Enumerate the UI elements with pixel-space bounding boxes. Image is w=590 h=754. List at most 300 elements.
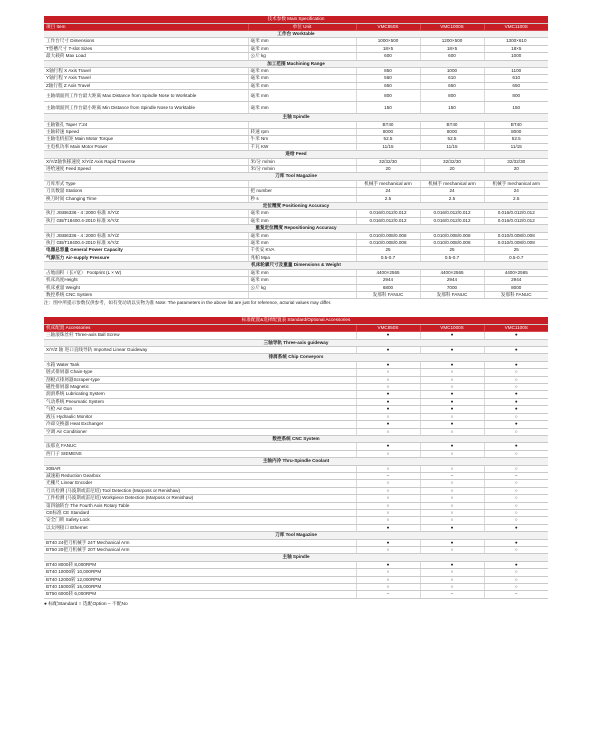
value-cell: 4400×2565 — [420, 269, 484, 276]
value-cell: 2.5 — [420, 195, 484, 202]
availability-mark: ● — [356, 406, 420, 413]
value-cell: 800 — [356, 90, 420, 102]
value-cell: 1100 — [484, 67, 548, 74]
value-cell: 20 — [484, 166, 548, 173]
availability-mark: ○ — [420, 428, 484, 435]
section-title: 定位精度 Positioning Accuracy — [44, 203, 548, 210]
availability-mark: – — [484, 472, 548, 479]
accessory-name: 光栅尺 Linear Encoder — [44, 480, 356, 487]
table-row — [44, 269, 548, 276]
availability-mark: ○ — [484, 376, 548, 383]
table-row — [44, 450, 548, 457]
value-cell: 850 — [356, 67, 420, 74]
spec-title: 技术参数 Main Specification — [44, 16, 548, 23]
section-title: 刀库 Tool Magazine — [44, 173, 548, 180]
table-row — [44, 495, 548, 502]
table-row — [44, 217, 548, 224]
table-row — [44, 188, 548, 195]
availability-mark: ○ — [484, 509, 548, 516]
value-cell: 25 — [420, 247, 484, 254]
availability-mark: ○ — [356, 502, 420, 509]
value-cell: 发那科 FANUC — [484, 291, 548, 298]
availability-mark: ○ — [484, 413, 548, 420]
item-cell: 主轴端面到工作台最大距离 Max Distance from Spindle Nose to Worktable — [44, 90, 248, 102]
availability-mark: ○ — [484, 450, 548, 457]
value-cell: 20 — [420, 166, 484, 173]
item-cell: 主电机功率 Main Motor Power — [44, 143, 248, 150]
accessory-name: 第四轴转台 The Fourth Axis Rotary Table — [44, 502, 356, 509]
section-title: 排屑系统 Chip Conveyors — [44, 354, 548, 361]
accessory-name: 安全门锁 Safety Lock — [44, 517, 356, 524]
column-header: VMC1000S — [420, 23, 484, 30]
availability-mark: – — [484, 591, 548, 598]
availability-mark: ○ — [356, 376, 420, 383]
item-cell: 机床重量 Weight — [44, 284, 248, 291]
value-cell: 1200×500 — [420, 38, 484, 45]
availability-mark: ○ — [484, 480, 548, 487]
accessory-name: BT40 12000转 12,000RPM — [44, 576, 356, 583]
column-header: 项目 Item — [44, 23, 248, 30]
accessory-name: 液压 Hydraulic Monitor — [44, 413, 356, 420]
item-cell: X轴行程 X Axis Travel — [44, 67, 248, 74]
accessory-name: 西门子 SIEMENS — [44, 450, 356, 457]
availability-mark: ○ — [484, 428, 548, 435]
availability-mark: ○ — [420, 369, 484, 376]
availability-mark: ○ — [420, 480, 484, 487]
availability-mark: ● — [484, 391, 548, 398]
section-row — [44, 354, 548, 361]
accessory-name: 磁性排屑器 Magnetic — [44, 384, 356, 391]
item-cell: Y轴行程 Y Axis Travel — [44, 75, 248, 82]
availability-mark: ○ — [356, 480, 420, 487]
table-row — [44, 90, 548, 102]
availability-mark: ○ — [484, 517, 548, 524]
item-cell: T型槽尺寸 T-slot Sizes — [44, 45, 248, 52]
value-cell: 毫米 mm — [248, 45, 356, 52]
table-row — [44, 166, 548, 173]
value-cell: 150 — [420, 102, 484, 114]
availability-mark: ○ — [484, 569, 548, 576]
availability-mark: ○ — [420, 502, 484, 509]
availability-mark: ● — [420, 347, 484, 354]
column-header: VMC850S — [356, 23, 420, 30]
table-row — [44, 465, 548, 472]
table-row — [44, 247, 548, 254]
table-row — [44, 180, 548, 187]
value-cell — [248, 291, 356, 298]
table-row — [44, 421, 548, 428]
availability-mark: ● — [484, 347, 548, 354]
availability-mark: ● — [484, 332, 548, 339]
value-cell: 秒 s — [248, 195, 356, 202]
table-row — [44, 361, 548, 368]
section-row — [44, 173, 548, 180]
availability-mark: ○ — [420, 584, 484, 591]
availability-mark: ○ — [420, 487, 484, 494]
table-row — [44, 158, 548, 165]
value-cell: 8000 — [484, 284, 548, 291]
value-cell: 牛米 Nm — [248, 136, 356, 143]
availability-mark: ● — [420, 406, 484, 413]
table-row — [44, 413, 548, 420]
item-cell: 执行 GB/T18400.4-2010 标准 X/Y/Z — [44, 240, 248, 247]
table-row — [44, 391, 548, 398]
value-cell: 毫米 mm — [248, 217, 356, 224]
table-row — [44, 347, 548, 354]
value-cell: 毫米 mm — [248, 102, 356, 114]
value-cell: 毫米 mm — [248, 82, 356, 89]
value-cell: 毫米 mm — [248, 269, 356, 276]
section-title: 工作台 Worktable — [44, 30, 548, 37]
value-cell: 0.010/0.008/0.008 — [420, 232, 484, 239]
availability-mark: ○ — [484, 584, 548, 591]
item-cell: 数控系统 CNC System — [44, 291, 248, 298]
table-row — [44, 53, 548, 60]
availability-mark: ● — [356, 391, 420, 398]
availability-mark: ○ — [484, 495, 548, 502]
availability-mark: ● — [356, 524, 420, 531]
value-cell: 米/分 m/min — [248, 158, 356, 165]
table-row — [44, 524, 548, 531]
availability-mark: ○ — [484, 487, 548, 494]
availability-mark: ○ — [420, 384, 484, 391]
section-title: 重复定位精度 Repositioning Accuracy — [44, 225, 548, 232]
value-cell: 6800 — [356, 284, 420, 291]
value-cell: BT40 — [420, 121, 484, 128]
item-cell: 工作台尺寸 Dimensions — [44, 38, 248, 45]
availability-mark: ● — [420, 421, 484, 428]
value-cell: 千瓦 KW — [248, 143, 356, 150]
value-cell: 32/32/30 — [484, 158, 548, 165]
item-cell: 执行 JISB6336 - 4 :2000 标准 X/Y/Z — [44, 232, 248, 239]
section-row — [44, 435, 548, 442]
value-cell: 毫米 mm — [248, 210, 356, 217]
accessories-title: 标准配置&选择配置表 Standard/Optional Accessories — [44, 317, 548, 324]
availability-mark: ● — [484, 524, 548, 531]
accessories-table — [44, 317, 548, 599]
accessory-name: BT40 15000转 15,000RPM — [44, 584, 356, 591]
column-header: VMC850S — [356, 324, 420, 331]
value-cell: 650 — [356, 82, 420, 89]
specification-table — [44, 16, 548, 299]
value-cell: 0.016/0.012/0.012 — [356, 217, 420, 224]
table-row — [44, 547, 548, 554]
availability-mark: ● — [420, 561, 484, 568]
section-title: 刀库 Tool Magazine — [44, 532, 548, 539]
item-cell: 最大载荷 Max Load — [44, 53, 248, 60]
availability-mark: ○ — [356, 465, 420, 472]
table-row — [44, 376, 548, 383]
value-cell: 8000 — [420, 128, 484, 135]
availability-mark: ○ — [420, 547, 484, 554]
section-title: 机床轮廓尺寸及重量 Dimensions & Weight — [44, 262, 548, 269]
value-cell: 毫米 mm — [248, 90, 356, 102]
value-cell: 150 — [356, 102, 420, 114]
availability-mark: ○ — [356, 487, 420, 494]
table-row — [44, 291, 548, 298]
accessory-name: 法那克 FANUC — [44, 443, 356, 450]
availability-mark: ● — [484, 398, 548, 405]
table-row — [44, 136, 548, 143]
table-row — [44, 45, 548, 52]
availability-mark: ○ — [356, 569, 420, 576]
availability-mark: ○ — [484, 465, 548, 472]
value-cell: 机械手 mechanical arm — [420, 180, 484, 187]
accessory-name: 以太网接口 Ethernet — [44, 524, 356, 531]
item-cell: 主轴锥孔 Taper 7:24 — [44, 121, 248, 128]
accessory-name: X/Y/Z 轴 进口直线导轨 Imported Linear Guideway — [44, 347, 356, 354]
accessory-name: BT40 8000转 8,000RPM — [44, 561, 356, 568]
availability-mark: ● — [484, 406, 548, 413]
section-row — [44, 262, 548, 269]
value-cell: 发那科 FANUC — [356, 291, 420, 298]
value-cell: 2.5 — [484, 195, 548, 202]
accessories-title-row — [44, 317, 548, 324]
value-cell: 24 — [420, 188, 484, 195]
accessories-header-row — [44, 324, 548, 331]
value-cell: 毫米 mm — [248, 67, 356, 74]
section-row — [44, 458, 548, 465]
section-row — [44, 151, 548, 158]
value-cell: 8000 — [484, 128, 548, 135]
availability-mark: ○ — [356, 547, 420, 554]
value-cell: 0.5-0.7 — [484, 254, 548, 261]
item-cell: X/Y/Z轴快移速度 X/Y/Z Axis Rapid Traverse — [44, 158, 248, 165]
value-cell: 150 — [484, 102, 548, 114]
value-cell: 0.5-0.7 — [420, 254, 484, 261]
table-row — [44, 539, 548, 546]
section-title: 主轴内冷 Thru-Spindle Coolant — [44, 458, 548, 465]
availability-mark: ○ — [420, 450, 484, 457]
availability-mark: ○ — [484, 384, 548, 391]
table-row — [44, 75, 548, 82]
accessory-name: 刮板式排屑器Scraper-type — [44, 376, 356, 383]
section-row — [44, 203, 548, 210]
item-cell: 刀库形式 Type — [44, 180, 248, 187]
value-cell: 发那科 FANUC — [420, 291, 484, 298]
value-cell: 18×5 — [484, 45, 548, 52]
section-title: 三轴导轨 Three-axis guideway — [44, 339, 548, 346]
accessory-name: 冷却交换器 Heat Exchanger — [44, 421, 356, 428]
item-cell: 主轴电机扭矩 Main Motor Torque — [44, 136, 248, 143]
value-cell: 千伏安 KVA — [248, 247, 356, 254]
item-cell: 电器总容量 General Power Capacity — [44, 247, 248, 254]
value-cell: 0.5-0.7 — [356, 254, 420, 261]
accessory-name: 20BAR — [44, 465, 356, 472]
availability-mark: ○ — [356, 576, 420, 583]
availability-mark: ○ — [420, 495, 484, 502]
value-cell: 24 — [356, 188, 420, 195]
value-cell: 650 — [420, 82, 484, 89]
item-cell: 换刀时间 Changing Time — [44, 195, 248, 202]
value-cell: 32/32/30 — [420, 158, 484, 165]
value-cell: 8000 — [356, 128, 420, 135]
availability-mark: ● — [356, 421, 420, 428]
availability-mark: ○ — [420, 509, 484, 516]
availability-mark: ○ — [356, 384, 420, 391]
value-cell — [248, 180, 356, 187]
accessory-name: BT40 10000转 10,000RPM — [44, 569, 356, 576]
value-cell: 20 — [356, 166, 420, 173]
table-row — [44, 384, 548, 391]
availability-mark: ○ — [356, 369, 420, 376]
value-cell: 25 — [484, 247, 548, 254]
item-cell: 执行 GB/T18400.4-2010 标准 X/Y/Z — [44, 217, 248, 224]
table-row — [44, 487, 548, 494]
value-cell: BT40 — [484, 121, 548, 128]
value-cell: 1300×610 — [484, 38, 548, 45]
accessory-name: CE标准 CE Standard — [44, 509, 356, 516]
column-header: VMC1100S — [484, 324, 548, 331]
section-row — [44, 339, 548, 346]
value-cell: 2944 — [484, 277, 548, 284]
value-cell: 0.010/0.008/0.008 — [484, 232, 548, 239]
value-cell: 600 — [356, 53, 420, 60]
availability-mark: ○ — [420, 569, 484, 576]
table-row — [44, 561, 548, 568]
accessory-name: 气枪 Air Gun — [44, 406, 356, 413]
availability-mark: ● — [356, 561, 420, 568]
value-cell: 25 — [356, 247, 420, 254]
accessory-name: 三轴滚珠丝杆 Three-axis Ball Screw — [44, 332, 356, 339]
availability-mark: ○ — [484, 502, 548, 509]
table-row — [44, 143, 548, 150]
value-cell: 毫米 mm — [248, 277, 356, 284]
value-cell: 公斤 kg — [248, 53, 356, 60]
availability-mark: ● — [420, 391, 484, 398]
table-row — [44, 232, 548, 239]
value-cell: BT40 — [356, 121, 420, 128]
table-row — [44, 254, 548, 261]
availability-mark: ● — [420, 361, 484, 368]
item-cell: 占地面积（长×宽） Footprint (L × W) — [44, 269, 248, 276]
availability-mark: ○ — [420, 465, 484, 472]
item-cell: 主轴端面到工作台最小距离 Min Distance from Spindle Nose to Worktable — [44, 102, 248, 114]
section-row — [44, 60, 548, 67]
availability-mark: ○ — [356, 584, 420, 591]
value-cell: 机械手 mechanical arm — [356, 180, 420, 187]
table-row — [44, 102, 548, 114]
value-cell: 11/15 — [356, 143, 420, 150]
availability-mark: ● — [484, 361, 548, 368]
availability-mark: ● — [484, 421, 548, 428]
table-row — [44, 576, 548, 583]
value-cell: 4400×2565 — [484, 269, 548, 276]
availability-mark: ○ — [356, 495, 420, 502]
value-cell: 毫米 mm — [248, 75, 356, 82]
table-row — [44, 240, 548, 247]
value-cell: 0.010/0.008/0.008 — [484, 240, 548, 247]
value-cell: 1000 — [420, 67, 484, 74]
value-cell: 52.5 — [420, 136, 484, 143]
column-header: VMC1100S — [484, 23, 548, 30]
table-row — [44, 284, 548, 291]
value-cell: 0.016/0.012/0.012 — [484, 217, 548, 224]
availability-mark: ○ — [484, 547, 548, 554]
value-cell: 兆帕 Mpa — [248, 254, 356, 261]
value-cell: 610 — [420, 75, 484, 82]
table-row — [44, 398, 548, 405]
value-cell: 0.010/0.008/0.008 — [356, 240, 420, 247]
section-row — [44, 532, 548, 539]
table-row — [44, 472, 548, 479]
column-header: 单位 Unit — [248, 23, 356, 30]
section-row — [44, 225, 548, 232]
value-cell: 18×5 — [356, 45, 420, 52]
availability-mark: ○ — [420, 517, 484, 524]
table-row — [44, 67, 548, 74]
item-cell: 执行 JISB6336 - 4 :2000 标准 X/Y/Z — [44, 210, 248, 217]
availability-mark: ○ — [356, 517, 420, 524]
accessory-name: 链式排屑器 Chain-type — [44, 369, 356, 376]
item-cell: 机床高度Height — [44, 277, 248, 284]
table-row — [44, 502, 548, 509]
value-cell: 800 — [484, 90, 548, 102]
value-cell: 毫米 mm — [248, 240, 356, 247]
availability-mark: ● — [484, 539, 548, 546]
accessory-name: 空调 Air Conditioner — [44, 428, 356, 435]
availability-mark: ● — [420, 524, 484, 531]
value-cell: 0.016/0.012/0.012 — [484, 210, 548, 217]
value-cell: 公斤 kg — [248, 284, 356, 291]
availability-mark: ● — [356, 332, 420, 339]
value-cell: 2.5 — [356, 195, 420, 202]
table-row — [44, 82, 548, 89]
value-cell: 7000 — [420, 284, 484, 291]
table-row — [44, 332, 548, 339]
value-cell: 2944 — [356, 277, 420, 284]
table-row — [44, 584, 548, 591]
value-cell: 2944 — [420, 277, 484, 284]
availability-mark: – — [356, 472, 420, 479]
item-cell: Z轴行程 Z Axis Travel — [44, 82, 248, 89]
accessory-name: 水箱 Water Tank — [44, 361, 356, 368]
value-cell: 32/32/30 — [356, 158, 420, 165]
table-row — [44, 509, 548, 516]
accessory-name: 减速箱 Reduction Gearbox — [44, 472, 356, 479]
availability-mark: ○ — [420, 413, 484, 420]
value-cell: 毫米 mm — [248, 232, 356, 239]
availability-mark: ● — [356, 539, 420, 546]
availability-mark: ○ — [356, 413, 420, 420]
value-cell: 毫米 mm — [248, 38, 356, 45]
section-row — [44, 554, 548, 561]
table-row — [44, 569, 548, 576]
value-cell: 0.010/0.008/0.008 — [356, 232, 420, 239]
value-cell: 机械手 mechanical arm — [484, 180, 548, 187]
value-cell: 0.010/0.008/0.008 — [420, 240, 484, 247]
table-row — [44, 406, 548, 413]
value-cell: 650 — [484, 82, 548, 89]
value-cell: 11/15 — [484, 143, 548, 150]
column-header: 机床配置 Accessories — [44, 324, 356, 331]
availability-mark: ○ — [484, 369, 548, 376]
value-cell: 11/15 — [420, 143, 484, 150]
accessory-name: 气动系统 Pneumatic System — [44, 398, 356, 405]
value-cell: 0.016/0.012/0.012 — [420, 217, 484, 224]
value-cell: 4400×2565 — [356, 269, 420, 276]
section-row — [44, 30, 548, 37]
value-cell: 1000 — [484, 53, 548, 60]
value-cell: 800 — [420, 90, 484, 102]
availability-mark: ● — [420, 443, 484, 450]
availability-mark: ● — [420, 332, 484, 339]
value-cell: 把 number — [248, 188, 356, 195]
section-title: 加工范围 Machining Range — [44, 60, 548, 67]
availability-mark: ● — [356, 398, 420, 405]
section-title: 数控系统 CNC System — [44, 435, 548, 442]
section-title: 主轴 Spindle — [44, 554, 548, 561]
